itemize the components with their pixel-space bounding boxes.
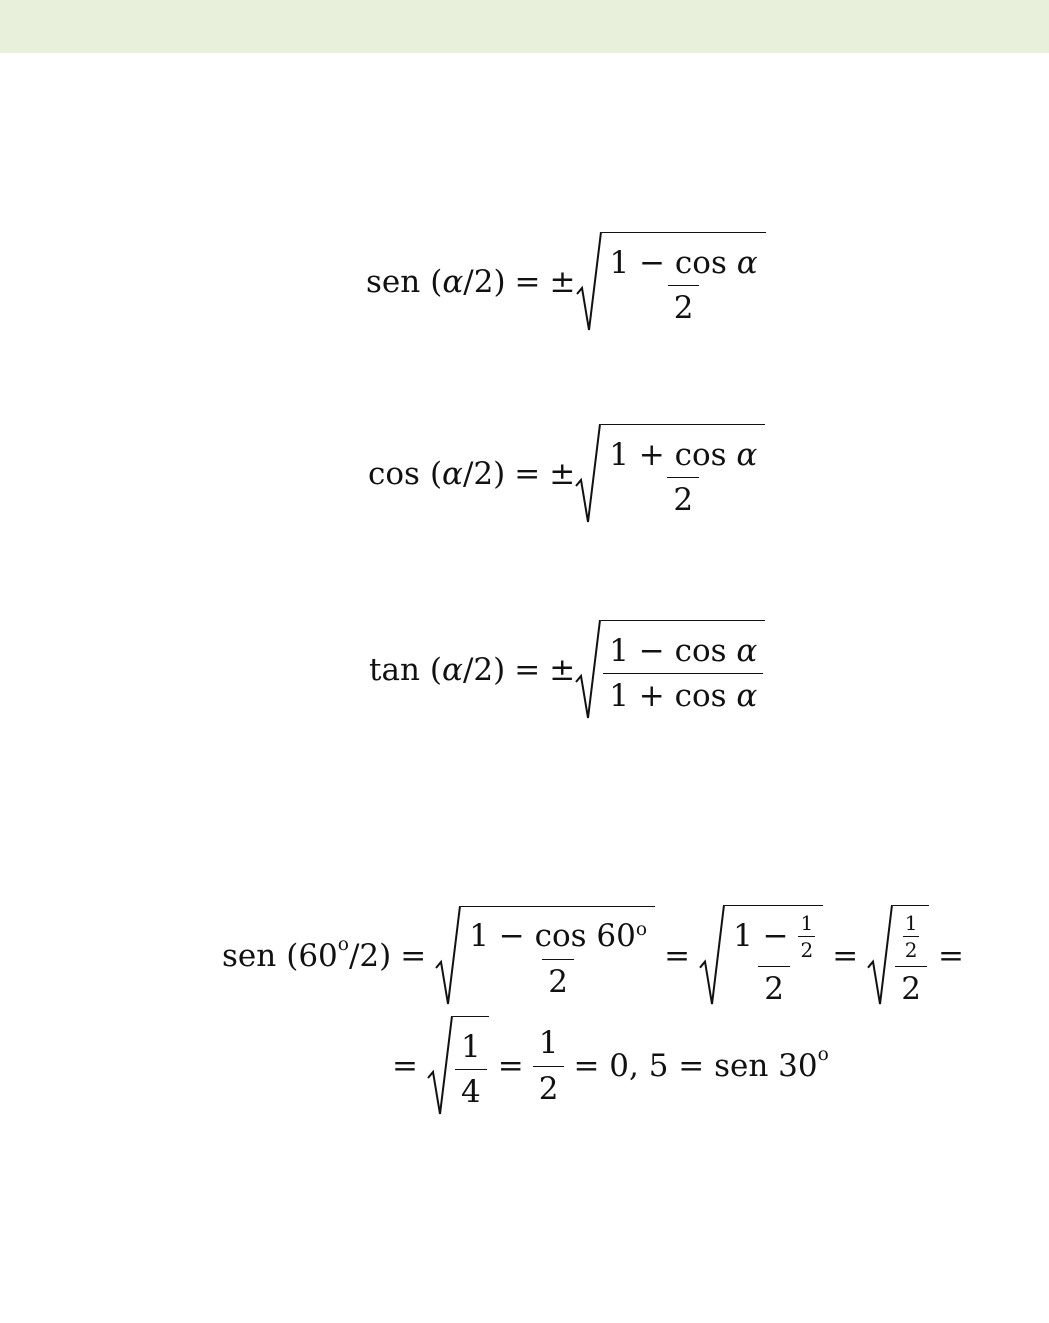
formula-tan-half-angle: tan ( α /2) = ± $\frac{\text{1 − cos α}}{\text{1 + cos α}}$ <box>369 620 765 720</box>
fraction: $\frac{1}{2}$ <box>904 911 918 962</box>
function-name: sen <box>366 264 421 300</box>
formula-cos-half-angle: cos ( α /2) = ± $\frac{\text{1 + cos α}}{2}$ <box>368 424 765 524</box>
square-root <box>576 232 766 332</box>
fraction: $\frac{\text{1 − cos α}}{\text{1 + cos α}}$ <box>603 634 763 713</box>
example-line-2: = $\frac{1}{4}$ = $\frac{1}{2}$ = 0, 5 = sen 30 o <box>392 1016 829 1116</box>
fraction: $\frac{1}{4}$ <box>455 1030 487 1109</box>
fraction: $\frac{1}{2}$ <box>533 1026 565 1105</box>
example-line-1: sen (60 o /2) = $\frac{1 - \cos 60^o}{2}$ = 1 − $\frac{1}{2}$ 2 = $\frac{\frac{1}{2}}{2}$ = <box>222 905 973 1006</box>
fraction: $\frac{\frac{1}{2}}{2}$ <box>895 912 927 1006</box>
square-root <box>867 905 929 1006</box>
formula-sen-half-angle: sen ( α /2) = ± $\frac{\text{1 − cos α}}{2}$ <box>366 232 766 332</box>
function-name: cos <box>368 456 420 492</box>
square-root <box>575 620 765 720</box>
fraction: $\frac{1 - \cos 60^o}{2}$ <box>469 918 648 1000</box>
square-root <box>435 906 655 1006</box>
radical-sign-icon <box>867 905 893 1006</box>
fraction: $\frac{1}{2}$ <box>800 911 814 962</box>
radical-sign-icon <box>699 905 725 1006</box>
function-name: tan <box>369 652 420 688</box>
radical-sign-icon <box>435 906 461 1006</box>
square-root <box>699 905 823 1006</box>
radical-sign-icon <box>575 424 601 524</box>
fraction: 1 − $\frac{1}{2}$ 2 <box>733 911 814 1007</box>
square-root <box>575 424 765 524</box>
radical-sign-icon <box>575 620 601 720</box>
fraction: $\frac{\text{1 − cos α}}{2}$ <box>609 244 758 326</box>
radical-sign-icon <box>427 1016 453 1116</box>
square-root <box>427 1016 489 1116</box>
fraction: $\frac{\text{1 + cos α}}{2}$ <box>609 436 758 518</box>
radical-sign-icon <box>576 232 602 332</box>
header-band <box>0 0 1049 53</box>
